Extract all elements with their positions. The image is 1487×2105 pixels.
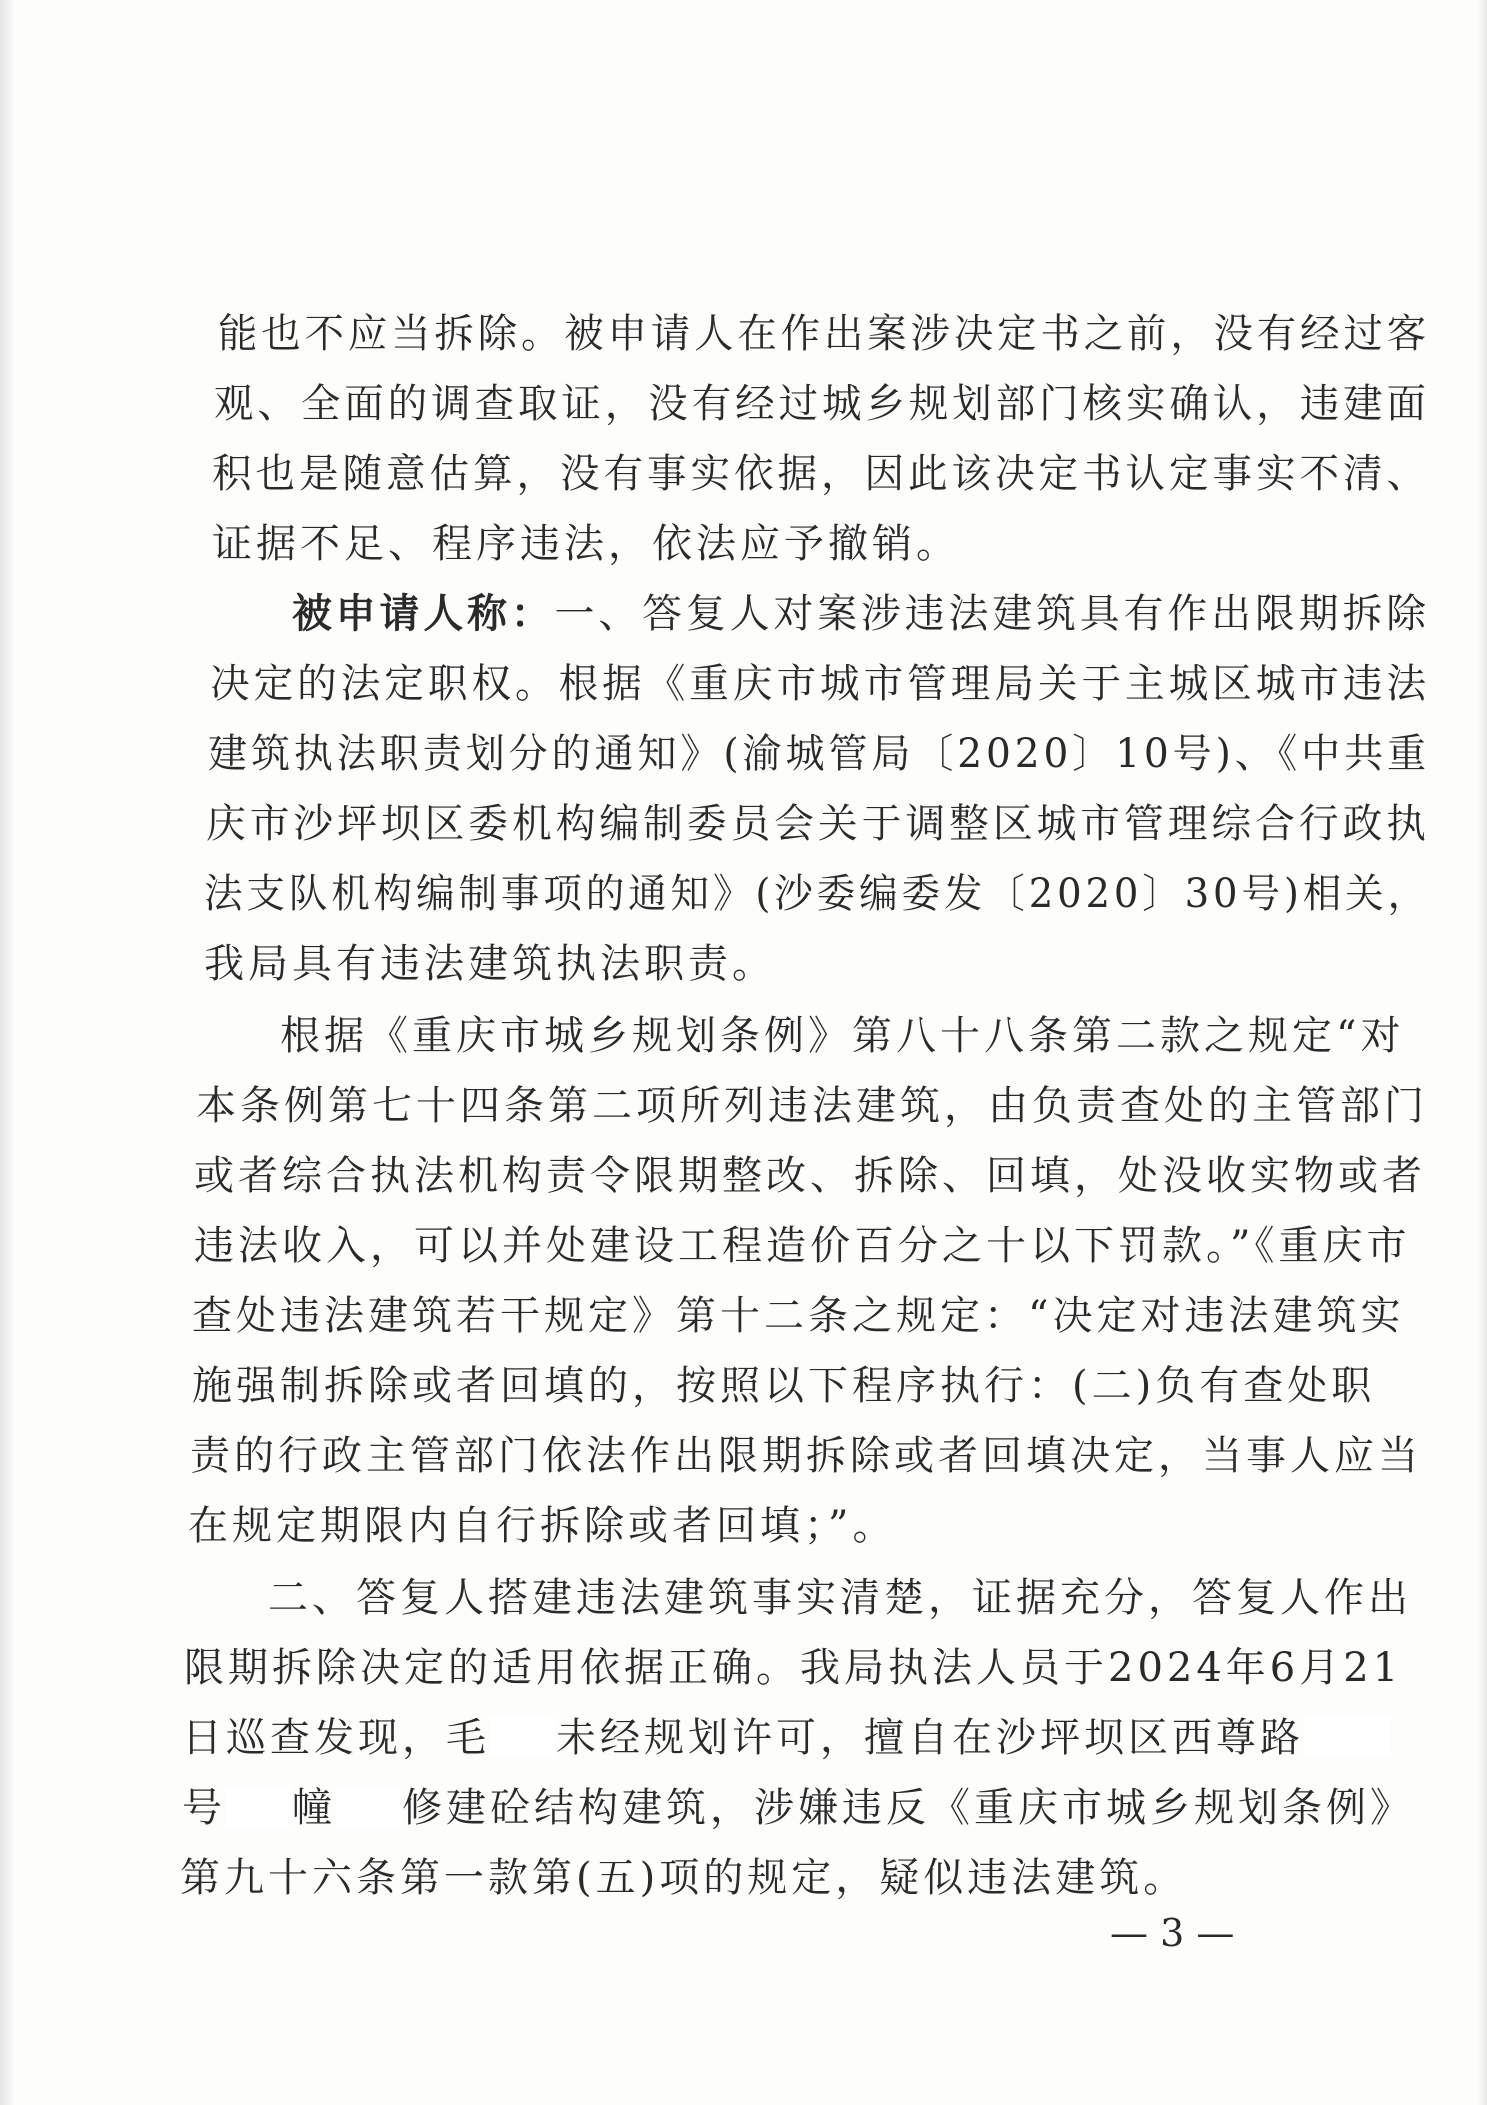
paragraph-4-line-3: 日巡查发现，毛 未经规划许可，擅自在沙坪坝区西尊路 (0, 1702, 1487, 1774)
respondent-heading: 被申请人称： (292, 590, 555, 637)
paragraph-2-line-4: 庆市沙坪坝区委机构编制委员会关于调整区城市管理综合行政执 (206, 801, 1430, 847)
paragraph-3-line-8: 在规定期限内自行拆除或者回填；”。 (188, 1503, 897, 1549)
paragraph-1-line-3: 积也是随意估算，没有事实依据，因此该决定书认定事实不清、 (212, 451, 1430, 497)
redacted-building-number (226, 1787, 292, 1827)
paragraph-2-line-3: 建筑执法职责划分的通知》(渝城管局〔2020〕10号)、《中共重 (208, 731, 1430, 777)
paragraph-3-line-5: 查处违法建筑若干规定》第十二条之规定：“决定对违法建筑实 (192, 1293, 1405, 1339)
paragraph-3-line-6: 施强制拆除或者回填的，按照以下程序执行：(二)负有查处职 (192, 1363, 1376, 1409)
paragraph-1-line-2: 观、全面的调查取证，没有经过城乡规划部门核实确认，违建面 (214, 381, 1430, 427)
paragraph-3-line-1: 根据《重庆市城乡规划条例》第八十八条第二款之规定“对 (280, 1013, 1405, 1059)
paragraph-3-line-4: 违法收入，可以并处建设工程造价百分之十以下罚款。”《重庆市 (194, 1223, 1411, 1269)
paragraph-4-line-4: 号 幢 修建砼结构建筑，涉嫌违反《重庆市城乡规划条例》 (182, 1785, 1414, 1831)
paragraph-2-line-2: 决定的法定职权。根据《重庆市城市管理局关于主城区城市违法 (210, 661, 1431, 707)
redacted-address-number (1304, 1717, 1390, 1757)
redacted-name (490, 1717, 556, 1757)
paragraph-1-line-1: 能也不应当拆除。被申请人在作出案涉决定书之前，没有经过客 (218, 311, 1431, 357)
paragraph-2-line-6: 我局具有违法建筑执法职责。 (204, 941, 776, 987)
paragraph-3-line-2: 本条例第七十四条第二项所列违法建筑，由负责查处的主管部门 (196, 1083, 1428, 1129)
paragraph-2-line-5: 法支队机构编制事项的通知》(沙委编委发〔2020〕30号)相关， (204, 871, 1430, 917)
paragraph-4-line-5: 第九十六条第一款第(五)项的规定，疑似违法建筑。 (180, 1855, 1188, 1901)
paragraph-3-line-3: 或者综合执法机构责令限期整改、拆除、回填，处没收实物或者 (194, 1153, 1426, 1199)
paragraph-2-line-1: 被申请人称：一、答复人对案涉违法建筑具有作出限期拆除 (292, 590, 1431, 637)
paragraph-4-line-1: 二、答复人搭建违法建筑事实清楚，证据充分，答复人作出 (268, 1575, 1412, 1621)
redacted-unit-number (336, 1787, 402, 1827)
paragraph-1-line-4: 证据不足、程序违法，依法应予撤销。 (212, 521, 960, 567)
page-number: — 3 — (1110, 1911, 1235, 1955)
paragraph-3-line-7: 责的行政主管部门依法作出限期拆除或者回填决定，当事人应当 (190, 1433, 1422, 1479)
paragraph-4-line-2: 限期拆除决定的适用依据正确。我局执法人员于2024年6月21 (184, 1645, 1403, 1691)
